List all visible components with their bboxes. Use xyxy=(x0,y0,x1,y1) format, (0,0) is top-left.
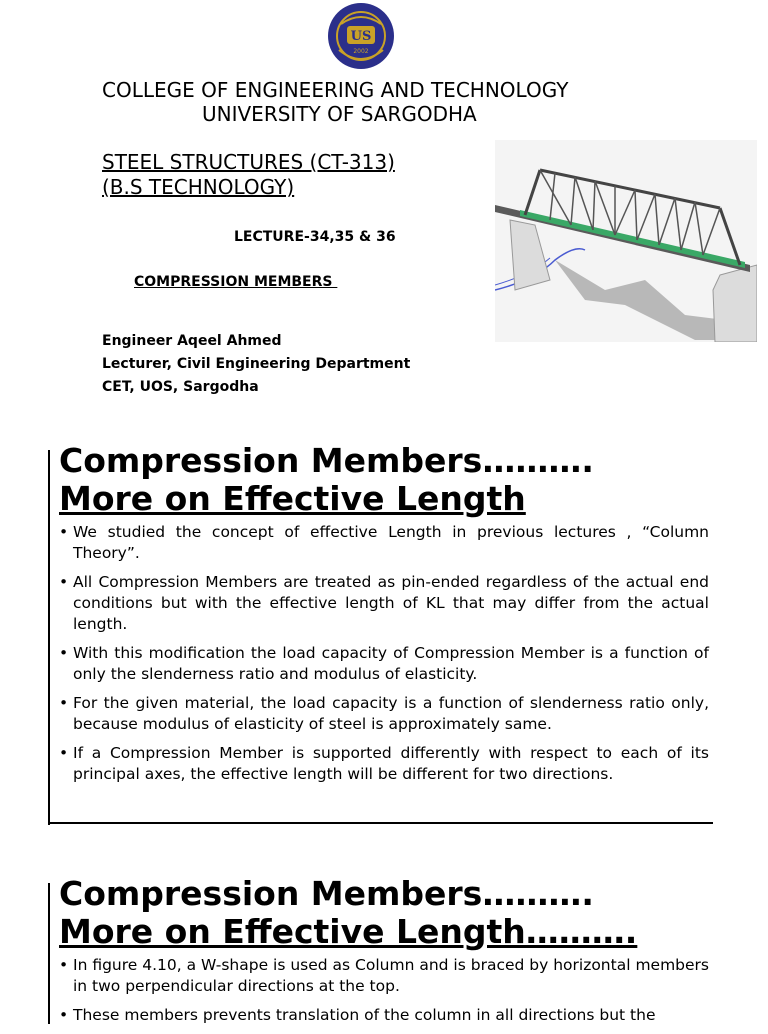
list-item: • These members prevents translation of the column in all directions but the xyxy=(59,1006,656,1024)
svg-text:2002: 2002 xyxy=(353,48,369,55)
course-code: STEEL STRUCTURES (CT-313) xyxy=(102,150,395,174)
truss-bridge-image xyxy=(495,140,757,342)
author-org: CET, UOS, Sargodha xyxy=(102,379,259,395)
author-block xyxy=(102,330,410,399)
list-item: • If a Compression Member is supported differently with respect to each of its principal axes, the effective length will be different for two directions. xyxy=(59,744,709,783)
slide-2-title-line1: Compression Members………. xyxy=(59,874,594,913)
slide-1-left-border xyxy=(48,450,50,825)
slide-2-title-line2: More on Effective Length………. xyxy=(59,912,638,951)
slide-2-left-border xyxy=(48,883,50,1024)
slide-1-bottom-border xyxy=(48,822,713,824)
bullet-icon: • xyxy=(59,956,69,974)
bullet-icon: • xyxy=(59,744,69,762)
slide-1-bullets xyxy=(59,522,709,793)
bullet-icon: • xyxy=(59,573,69,591)
bullet-icon: • xyxy=(59,1006,69,1024)
bullet-icon: • xyxy=(59,523,69,541)
list-item: • We studied the concept of effective Length in previous lectures , “Column Theory”. xyxy=(59,523,709,562)
svg-text:US: US xyxy=(350,29,372,44)
university-name: UNIVERSITY OF SARGODHA xyxy=(202,102,477,126)
slide-1-title xyxy=(59,442,594,518)
lecture-topic: COMPRESSION MEMBERS xyxy=(134,274,338,290)
list-item: • With this modification the load capacity of Compression Member is a function of only the slenderness ratio and modulus of elasticity. xyxy=(59,644,709,683)
slide-1-title-line2: More on Effective Length xyxy=(59,479,526,518)
course-program: (B.S TECHNOLOGY) xyxy=(102,175,295,199)
list-item: • For the given material, the load capacity is a function of slenderness ratio only, because modulus of elasticity of steel is approximately same. xyxy=(59,694,709,733)
list-item: • In figure 4.10, a W-shape is used as Column and is braced by horizontal members in two perpendicular directions at the top. xyxy=(59,956,709,995)
slide-2 xyxy=(48,874,713,1024)
slide-2-title xyxy=(59,875,637,951)
course-title xyxy=(102,150,395,200)
author-name: Engineer Aqeel Ahmed xyxy=(102,333,282,349)
bullet-icon: • xyxy=(59,694,69,712)
slide-1-title-line1: Compression Members………. xyxy=(59,441,594,480)
slide-1 xyxy=(48,441,713,825)
bullet-icon: • xyxy=(59,644,69,662)
list-item: • All Compression Members are treated as pin-ended regardless of the actual end conditions but with the effective length of KL that may differ from the actual length. xyxy=(59,573,709,633)
author-title: Lecturer, Civil Engineering Department xyxy=(102,356,411,372)
university-logo xyxy=(327,2,395,70)
lecture-number: LECTURE-34,35 & 36 xyxy=(234,229,396,245)
slide-2-bullets xyxy=(59,955,709,1034)
college-name: COLLEGE OF ENGINEERING AND TECHNOLOGY xyxy=(102,78,569,102)
